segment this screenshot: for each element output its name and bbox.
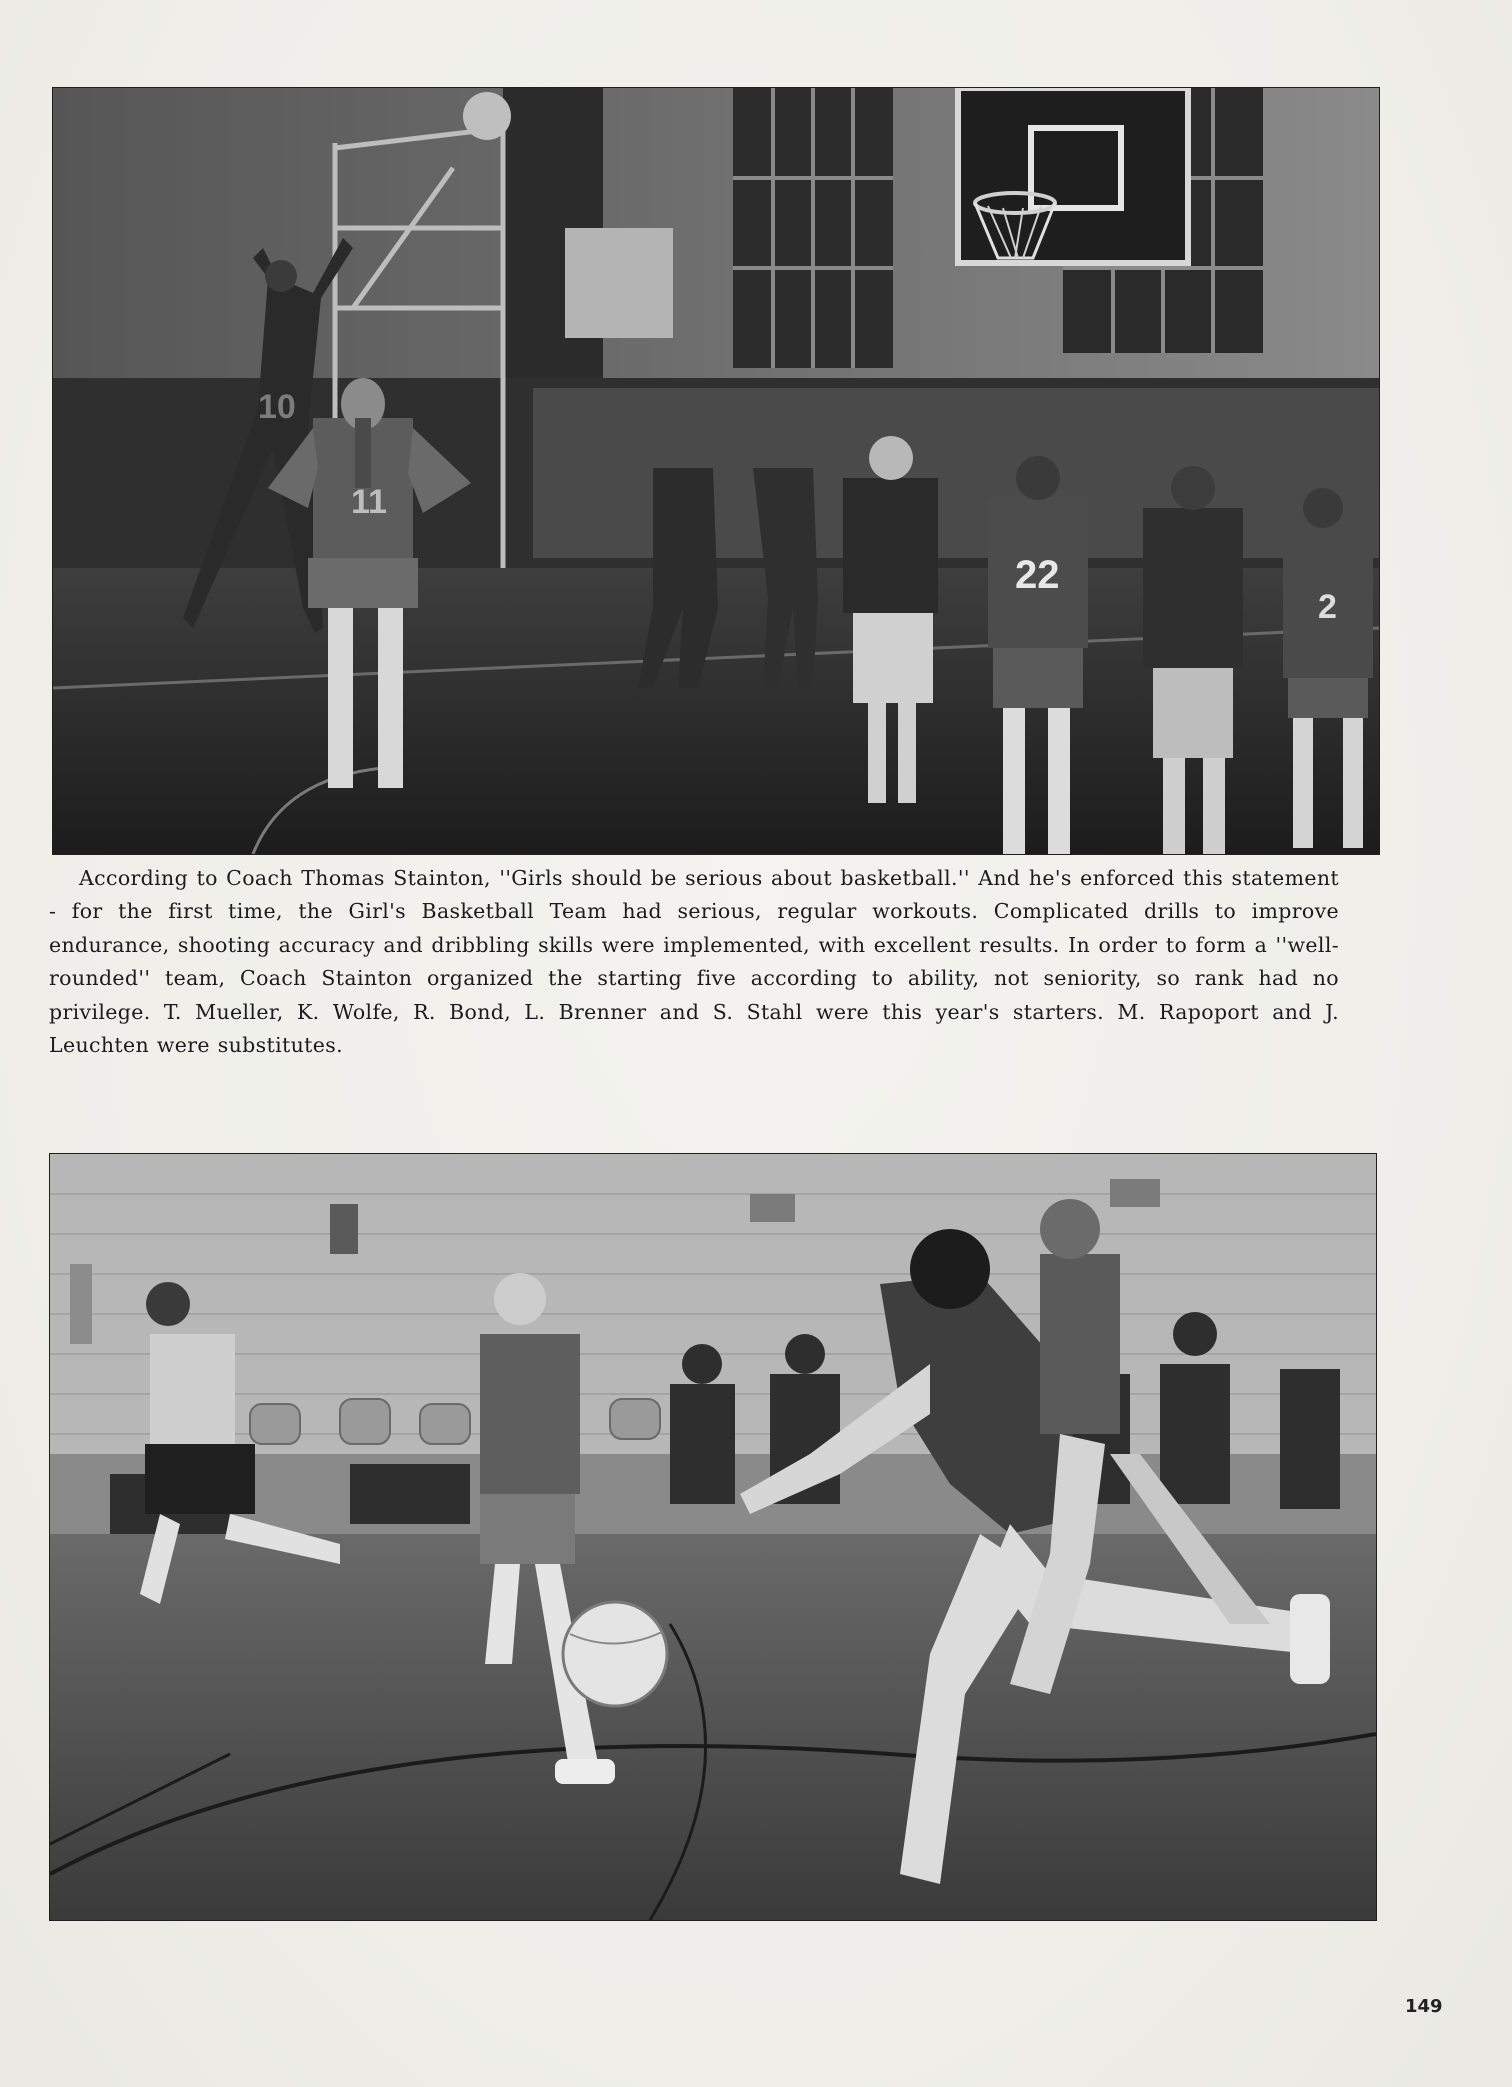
team-practice-photo (52, 87, 1380, 855)
jersey-number: 11 (351, 483, 387, 521)
caption-paragraph: According to Coach Thomas Stainton, ''Girls should be serious about basketball.'' And he's enforced this statement - for the first time, the Girl's Basketball Team had serious, regular workouts. Complicated drills to improve endurance, shooting accuracy and dribbling skills were implemented, with excellent results. In order to form a ''well-rounded'' team, Coach Stainton organized the starting five according to ability, not seniority, so rank had no privilege. T. Mueller, K. Wolfe, R. Bond, L. Brenner and S. Stahl were this year's starters. M. Rapoport and J. Leuchten were substitutes. (49, 866, 1339, 1058)
page-number: 149 (1405, 1996, 1443, 2017)
dribbling-drill-photo-art (50, 1154, 1376, 1920)
jersey-number: 22 (1015, 553, 1060, 597)
dribbling-drill-photo (49, 1153, 1377, 1921)
jersey-number: 10 (258, 388, 296, 426)
team-practice-photo-art (53, 88, 1379, 854)
basketball (563, 1602, 667, 1706)
jersey-number: 2 (1318, 588, 1337, 626)
photo-caption (49, 862, 1339, 1062)
